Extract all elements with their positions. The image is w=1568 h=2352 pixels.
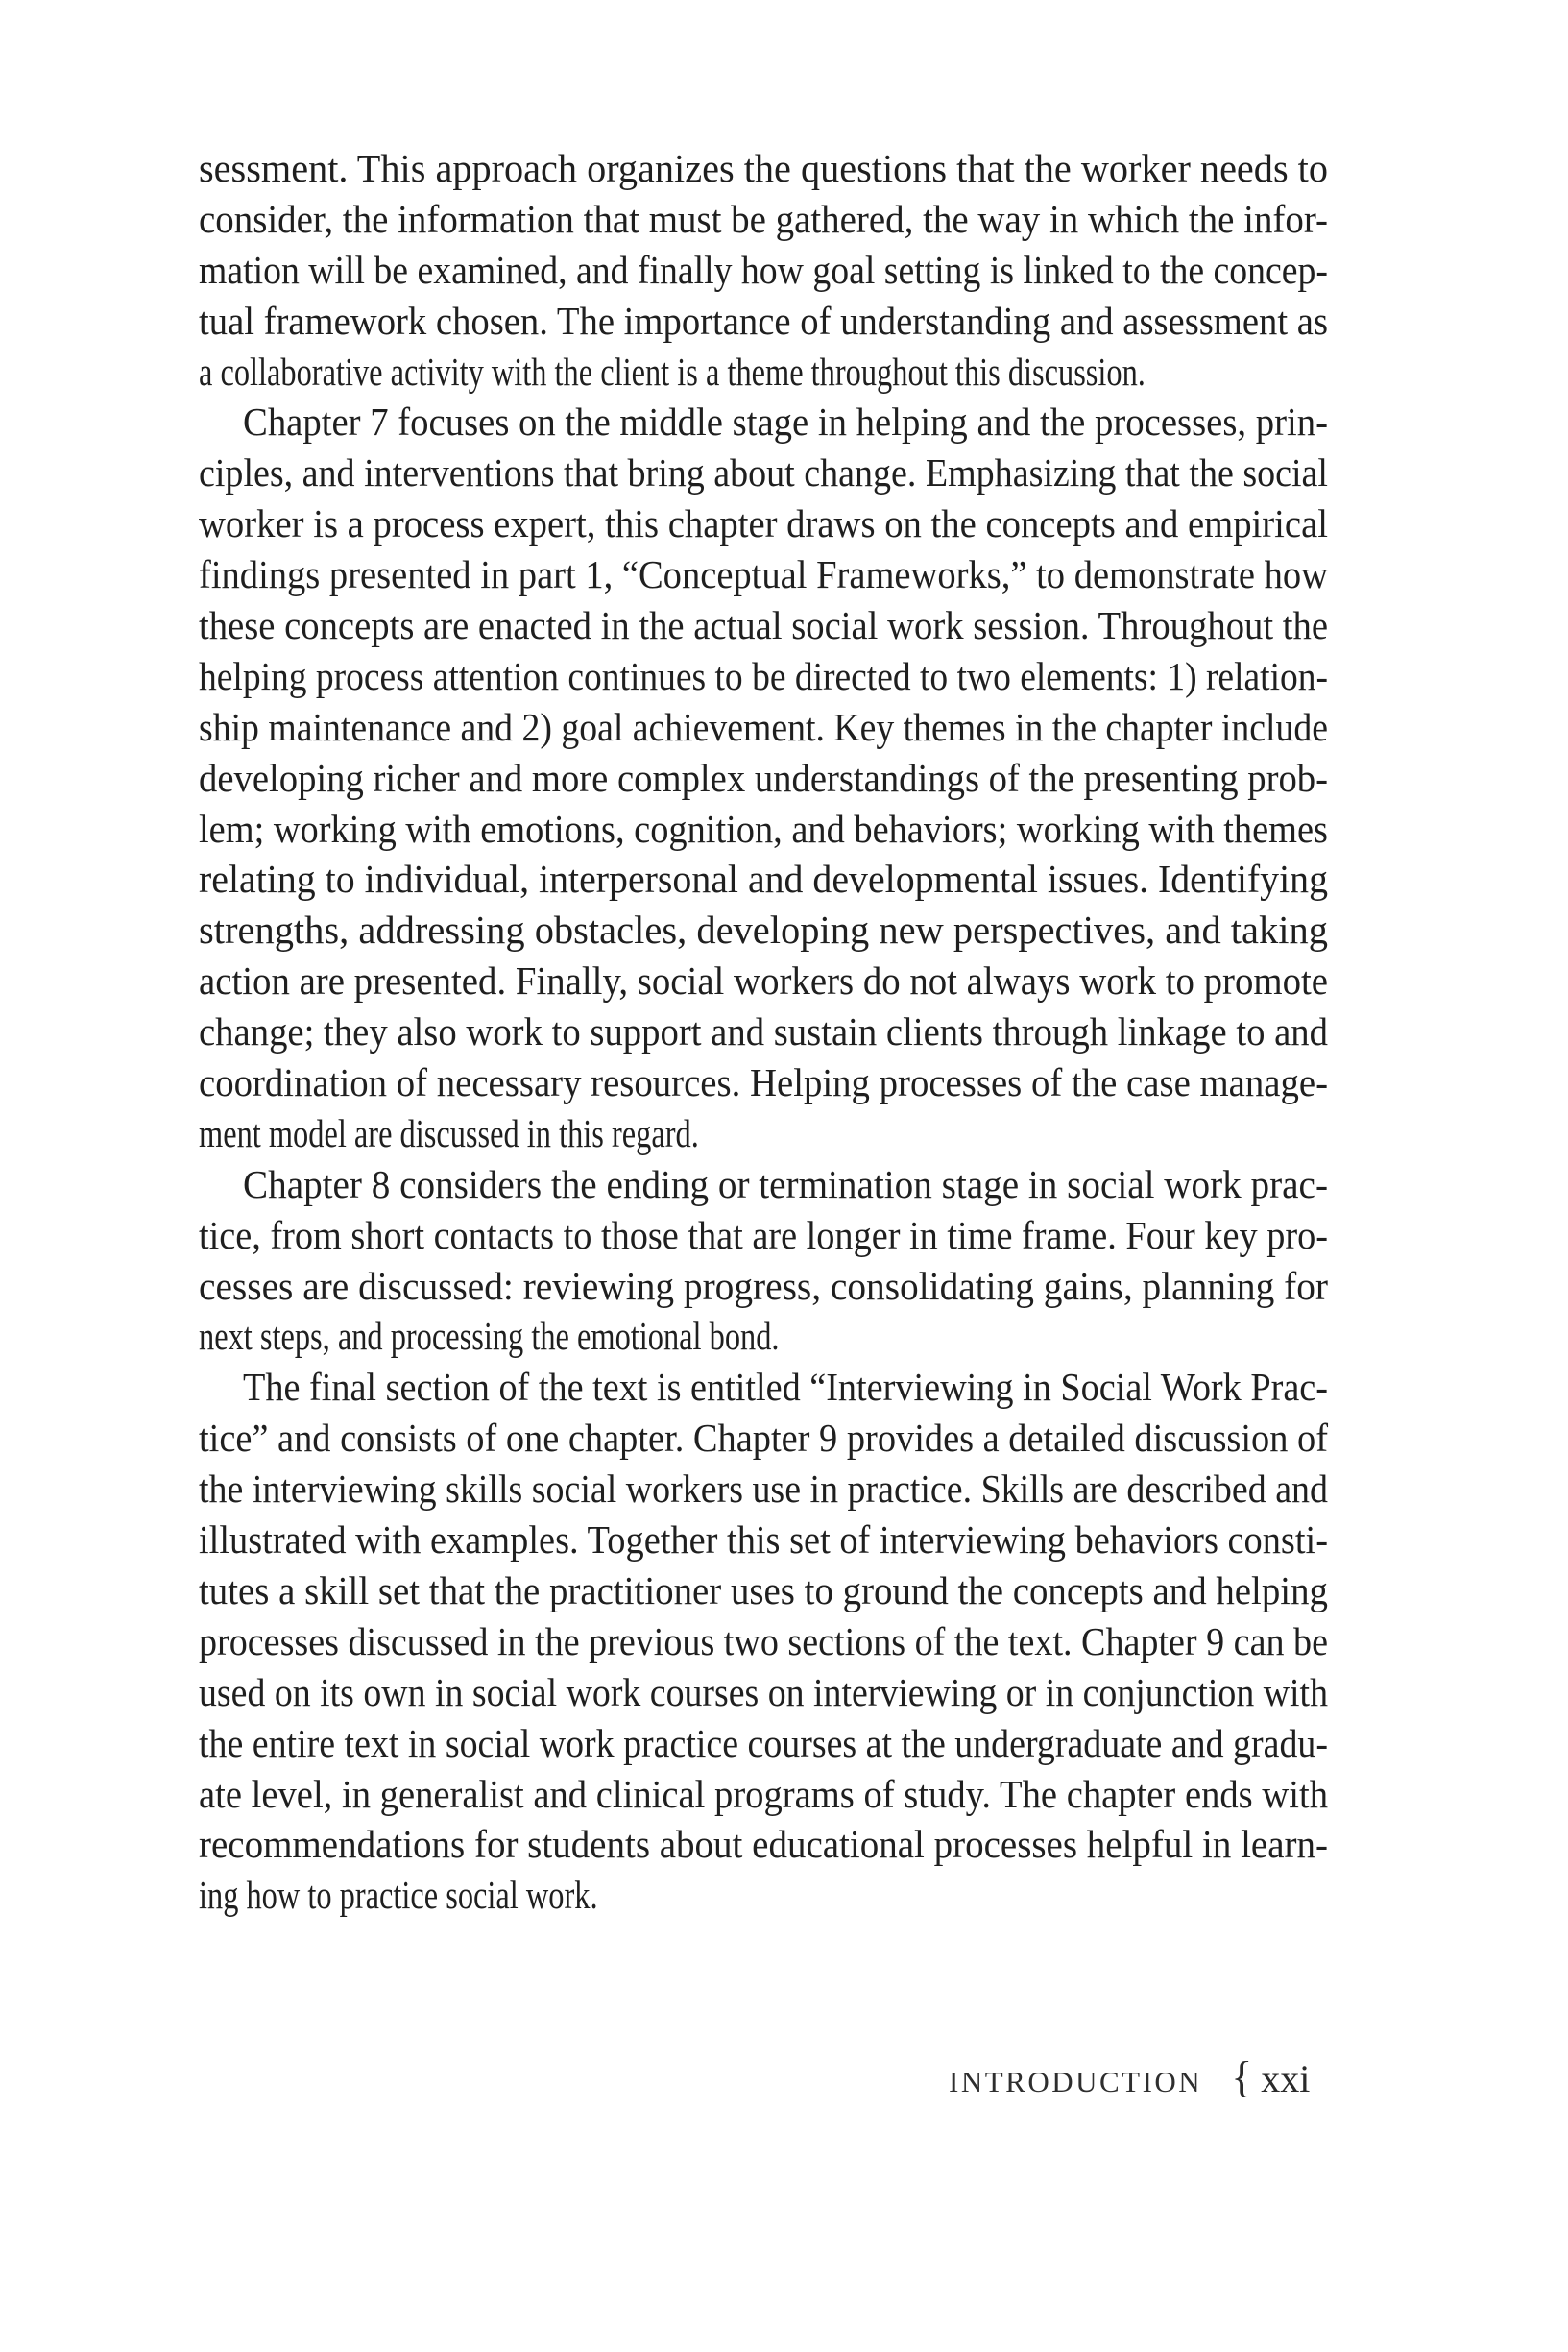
text-line: change; they also work to support and sustain clients through linkage to and: [199, 1009, 1328, 1055]
text-line: the entire text in social work practice courses at the undergraduate and gradu-: [199, 1720, 1328, 1765]
text-line: tice” and consists of one chapter. Chapter 9 provides a detailed discussion of: [199, 1416, 1328, 1461]
text-line: ciples, and interventions that bring about change. Emphasizing that the social: [199, 450, 1328, 496]
text-line: worker is a process expert, this chapter draws on the concepts and empirical: [199, 501, 1328, 546]
text-line: action are presented. Finally, social workers do not always work to promote: [199, 958, 1328, 1004]
text-line: lem; working with emotions, cognition, and behaviors; working with themes: [199, 806, 1328, 851]
paragraph: [199, 143, 1328, 397]
paragraph: [199, 1362, 1328, 1921]
text-line: Chapter 7 focuses on the middle stage in helping and the processes, prin-: [243, 400, 1328, 445]
text-line: processes discussed in the previous two sections of the text. Chapter 9 can be: [199, 1618, 1328, 1663]
text-line: Chapter 8 considers the ending or termination stage in social work prac-: [243, 1161, 1328, 1206]
text-line: next steps, and processing the emotional bond.: [199, 1314, 780, 1359]
footer-section-label: INTRODUCTION: [949, 2065, 1203, 2098]
text-line: the interviewing skills social workers use in practice. Skills are described and: [199, 1467, 1328, 1512]
text-line: ing how to practice social work.: [199, 1873, 598, 1918]
page-number: xxi: [1261, 2057, 1311, 2100]
text-line: findings presented in part 1, “Conceptual Frameworks,” to demonstrate how: [199, 552, 1328, 597]
text-line: helping process attention continues to be directed to two elements: 1) relation-: [199, 653, 1328, 698]
text-line: these concepts are enacted in the actual social work session. Throughout the: [199, 603, 1328, 648]
text-line: recommendations for students about educational processes helpful in learn-: [199, 1822, 1328, 1867]
text-line: sessment. This approach organizes the questions that the worker needs to: [199, 146, 1328, 190]
footer-brace-glyph: {: [1231, 2052, 1253, 2101]
text-line: ment model are discussed in this regard.: [199, 1110, 699, 1155]
text-line: strengths, addressing obstacles, developing new perspectives, and taking: [199, 908, 1328, 953]
text-line: tutes a skill set that the practitioner uses to ground the concepts and helping: [199, 1567, 1328, 1612]
text-line: illustrated with examples. Together this set of interviewing behaviors consti-: [199, 1517, 1328, 1563]
text-line: tual framework chosen. The importance of understanding and assessment as: [199, 298, 1328, 343]
text-line: The final section of the text is entitled “Interviewing in Social Work Prac-: [243, 1365, 1328, 1410]
text-line: mation will be examined, and finally how goal setting is linked to the concep-: [199, 247, 1328, 292]
page-footer: [949, 2051, 1310, 2102]
paragraph: [199, 397, 1328, 1158]
body-text: [199, 143, 1328, 1921]
text-line: ship maintenance and 2) goal achievement. Key themes in the chapter include: [199, 704, 1328, 749]
text-line: relating to individual, interpersonal and developmental issues. Identifying: [199, 857, 1328, 902]
paragraph: [199, 1159, 1328, 1363]
text-line: cesses are discussed: reviewing progress, consolidating gains, planning for: [199, 1263, 1328, 1308]
text-line: a collaborative activity with the client is a theme throughout this discussion.: [199, 349, 1146, 394]
text-line: used on its own in social work courses on interviewing or in conjunction with: [199, 1669, 1328, 1714]
text-line: consider, the information that must be gathered, the way in which the infor-: [199, 196, 1328, 241]
text-line: tice, from short contacts to those that are longer in time frame. Four key pro-: [199, 1212, 1328, 1257]
text-line: coordination of necessary resources. Helping processes of the case manage-: [199, 1060, 1328, 1105]
text-line: ate level, in generalist and clinical programs of study. The chapter ends with: [199, 1771, 1328, 1816]
text-line: developing richer and more complex understandings of the presenting prob-: [199, 755, 1328, 800]
